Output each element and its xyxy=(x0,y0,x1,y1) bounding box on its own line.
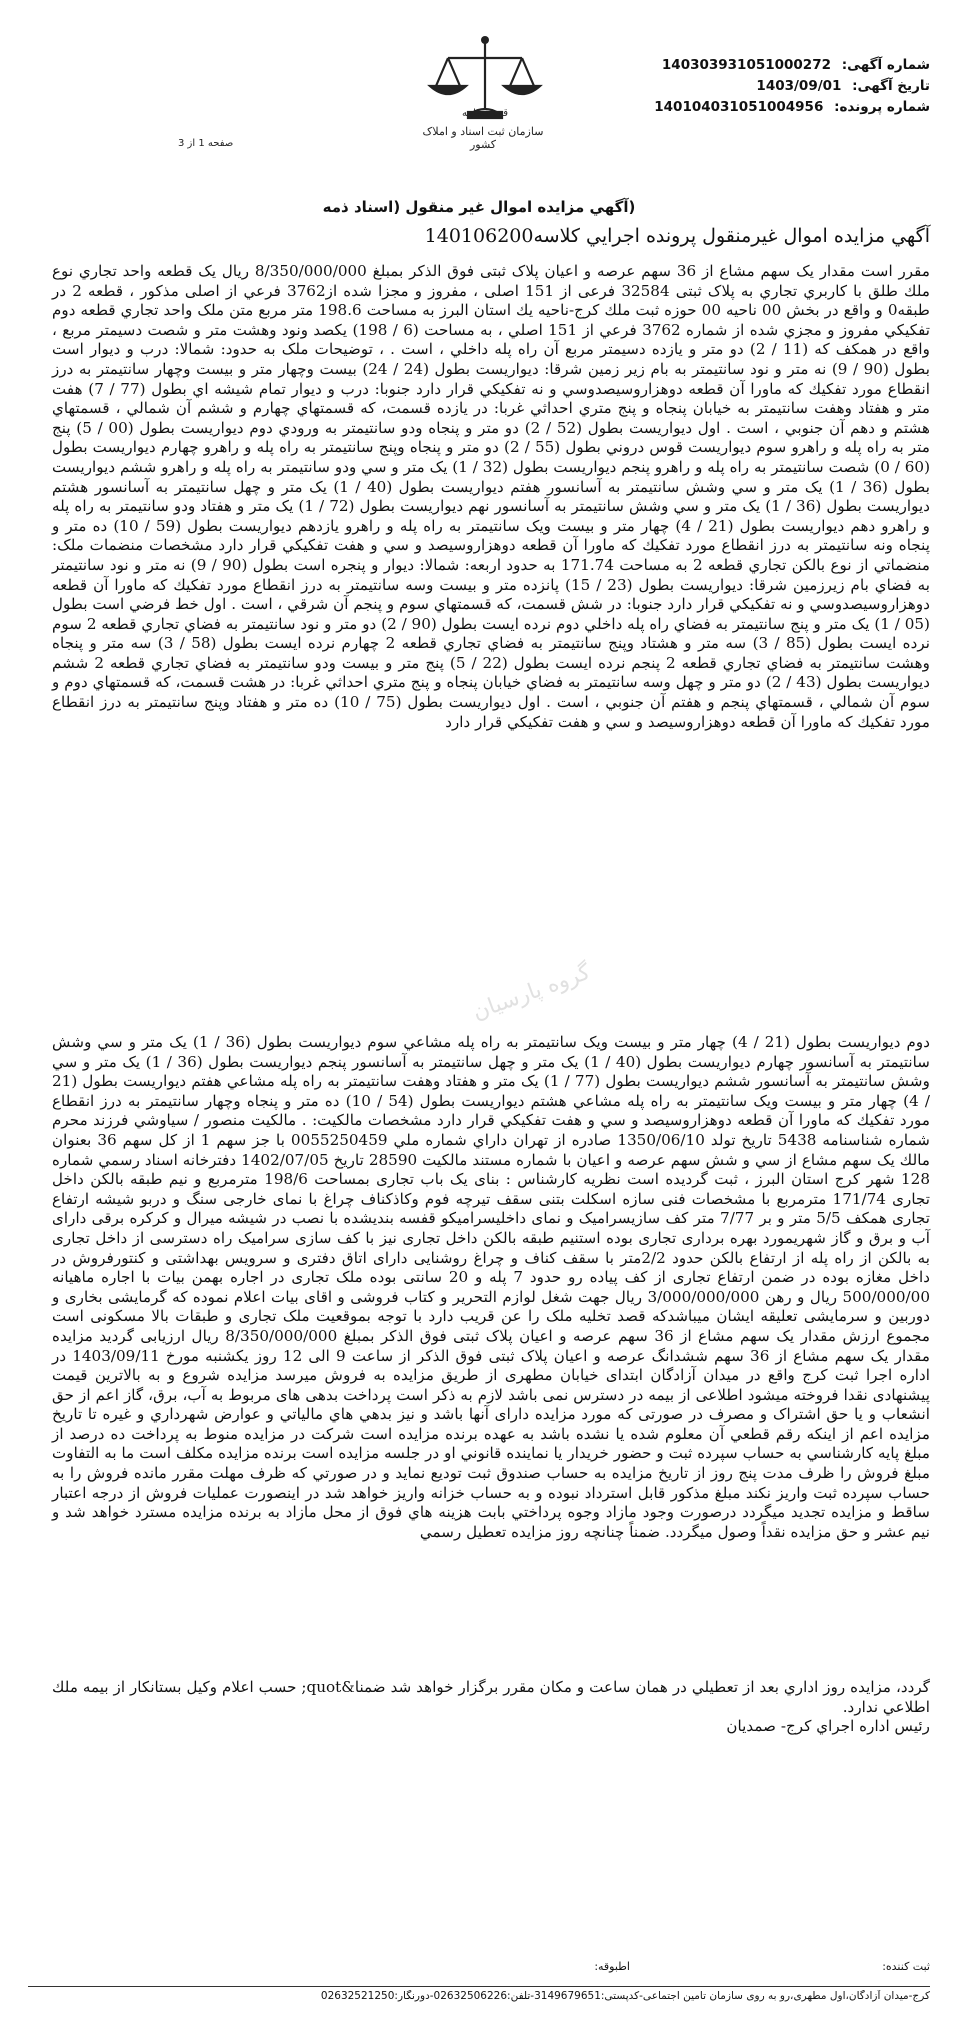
ad-number-label: شماره آگهی: xyxy=(841,57,930,73)
register-label: ثبت کننده: xyxy=(882,1960,930,1973)
check-label: اطبوقه: xyxy=(594,1960,630,1973)
notice-title: (آگهي مزايده اموال غير منقول (اسناد ذمه xyxy=(322,198,636,216)
ad-number: 140303931051000272 xyxy=(661,57,831,73)
case-number-row xyxy=(600,97,930,118)
ad-number-row xyxy=(600,55,930,76)
notice-paragraph-1: مقرر است مقدار یک سهم مشاع از 36 سهم عرصه و اعیان پلاک ثبتی فوق الذکر بمبلغ 8/350/000/000 ریال یک قطعه واحد تجاري نوع ملك طلق با كاربري تجاري به پلاک ثبتی 32584 فرعی از 151 اصلی ، مفروز و مجزا شده از3762 فرعي از اصلی مذکور ، قطعه 2 در طبقه0 و واقع در بخش 00 ناحيه 00 حوزه ثبت ملك كرج-ناحيه يك استان البرز به مساحت 198.6 متر مربع متن ملک واحد تجاري قطعه دوم تفكيكي مفروز و مجزي شده از شماره 3762 فرعي از 151 اصلي ، به مساحت (6 / 198) يكصد ونود وهشت متر و شصت دسيمتر مربع ، واقع در همكف كه (11 / 2) دو متر و يازده دسيمتر مربع آن راه پله داخلي ، است . ، توضيحات ملک به حدود: شمالا: درب و ديوار است بطول (90 / 9) نه متر و نود سانتيمتر به بام زير زمين شرقا: ديواريست بطول (24 / 24) بيست وچهار متر و بيست وچهار سانتيمتر به درز انقطاع مورد تفكيك كه ماورا آن قطعه دوهزاروسيصدوسي و نه تفكيكي قرار دارد جنوبا: درب و ديوار تمام شيشه اي بطول (77 / 7) هفت متر و هفتاد وهفت سانتيمتر به خيابان پنجاه و پنج متري احداثي غربا: در يازده قسمت، كه قسمتهاي چهارم و ششم آن شمالي ، قسمتهاي هشتم و دهم آن جنوبي ، است . اول ديواريست بطول (52 / 2) دو متر و پنجاه ودو سانتيمتر به ورودي دوم ديواريست بطول (00 / 5) پنج متر به راه پله و راهرو سوم ديواريست قوس دروني بطول (55 / 2) دو متر و پنجاه وپنج سانتيمتر به راه پله و راهرو چهارم ديواريست بطول (60 / 0) شصت سانتيمتر به راه پله و راهرو پنجم ديواريست بطول (32 / 1) يک متر و سي ودو سانتيمتر به راه پله و راهرو ششم ديواريست بطول (36 / 1) يک متر و سي وشش سانتيمتر به آسانسور هفتم ديواريست بطول (40 / 1) يک متر و چهل سانتيمتر به آسانسور هشتم ديواريست بطول (36 / 1) يک متر و سي وشش سانتيمتر به آسانسور نهم ديواريست بطول (72 / 1) يک متر و هفتاد ودو سانتيمتر به راه پله و راهرو دهم ديواريست بطول (21 / 4) چهار متر و بيست ويک سانتيمتر به راه پله و راهرو يازدهم ديواريست بطول (59 / 10) ده متر و پنجاه ونه سانتيمتر به درز انقطاع مورد تفكيك كه ماورا آن قطعه دوهزاروسيصد و سي و هفت تفكيكي قرار دارد مشخصات منضمات ملک: منضماتي از نوع بالكن تجاري قطعه 2 به مساحت 171.74 به حدود اربعه: شمالا: ديوار و پنجره است بطول (90 / 9) نه متر و نود سانتيمتر به فضاي بام زيرزمين شرقا: ديواريست بطول (23 / 15) پانزده متر و بيست وسه سانتيمتر به درز انقطاع مورد تفكيك كه ماورا آن قطعه دوهزاروسيصدوسي و نه تفكيكي قرار دارد جنوبا: در شش قسمت، كه قسمتهاي سوم و پنجم آن شرقي ، است . اول خط فرضي است بطول (05 / 1) يک متر و پنج سانتيمتر به فضاي راه پله داخلي دوم نرده ايست بطول (90 / 2) دو متر و نود سانتيمتر به فضاي تجاري قطعه 2 سوم نرده ايست بطول (85 / 3) سه متر و هشتاد وپنج سانتيمتر به فضاي تجاري قطعه 2 چهارم نرده ايست بطول (58 / 3) سه متر و پنجاه وهشت سانتيمتر به فضاي تجاري قطعه 2 پنجم نرده ايست بطول (22 / 5) پنج متر و بيست ودو سانتيمتر به فضاي تجاري قطعه 2 ششم ديواريست بطول (43 / 2) دو متر و چهل وسه سانتيمتر به فضاي خيابان پنجاه و پنج متري احداثي غربا: در هشت قسمت، كه قسمتهاي دوم و سوم آن شمالي ، قسمتهاي پنجم و هفتم آن جنوبي ، است . اول ديواريست بطول (75 / 10) ده متر و هفتاد وپنج سانتيمتر به درز انقطاع مورد تفكيك كه ماورا آن قطعه دوهزاروسيصد و سي و هفت تفكيكي قرار دارد xyxy=(52,262,931,731)
footer-address: کرج-میدان آزادگان،اول مطهری،رو به روی سازمان تامین اجتماعی-کدپستی:3149679651-تلفن:02632506226-دورنگار:02632521250 xyxy=(320,1990,930,2002)
ad-metadata xyxy=(600,55,930,118)
closing-text: گردد، مزايده روز اداري بعد از تعطيلي در همان ساعت و مكان مقرر برگزار خواهد شد ضمنا&quot; حسب اعلام وكيل بستانكار از بيمه ملك اطلاعي ندارد. xyxy=(52,1678,931,1716)
ad-date-label: تاریخ آگهی: xyxy=(852,78,930,94)
notice-subtitle: آگهي مزايده اموال غيرمنقول پرونده اجرايي كلاسه140106200 xyxy=(424,225,930,247)
page-indicator: صفحه 1 از 3 xyxy=(178,138,234,149)
ad-date: 1403/09/01 xyxy=(756,78,842,94)
notice-paragraph-3 xyxy=(52,1678,930,1737)
logo-caption-judiciary: قوه قضاییه xyxy=(461,108,509,119)
footer-divider xyxy=(28,1986,930,1987)
ad-date-row xyxy=(600,76,930,97)
notice-paragraph-2: دوم ديواريست بطول (21 / 4) چهار متر و بيست ويک سانتيمتر به راه پله مشاعي سوم ديواريست بطول (36 / 1) يک متر و سي وشش سانتيمتر به آسانسور چهارم ديواريست بطول (40 / 1) يک متر و چهل سانتيمتر به آسانسور پنجم ديواريست بطول (36 / 1) يک متر و سي وشش سانتيمتر به آسانسور ششم ديواريست بطول (77 / 1) يک متر و هفتاد وهفت سانتيمتر به راه پله مشاعي هفتم ديواريست بطول (21 / 4) چهار متر و بيست ويک سانتيمتر به راه پله مشاعي هشتم ديواريست بطول (54 / 10) ده متر و پنجاه وچهار سانتيمتر به درز انقطاع مورد تفكيك كه ماورا آن قطعه دوهزاروسيصد و سي و هفت تفكيكي قرار دارد مشخصات مالكيت: . مالكيت منصور / سياوشي فرزند محرم شماره شناسنامه 5438 تاريخ تولد 1350/06/10 صادره از تهران داراي شماره ملي 0055250459 با جز سهم 1 از کل سهم 36 بعنوان مالك يک سهم مشاع از سي و شش سهم عرصه و اعيان با شماره مستند مالكيت 28590 تاريخ 1402/07/05 دفترخانه اسناد رسمي شماره 128 شهر كرج استان البرز ، ثبت گرديده است نظريه کارشناس : بنای یک باب تجاری بمساحت 198/6 مترمربع و نیم طبقه بالکن داخل تجاری 171/74 مترمربع با مشخصات فنی سازه اسکلت بتنی سقف تیرچه فوم وکاذکناف چراغ با نمای خارجی سنگ و دربو شیشه ارتفاع تجاری همکف 5/5 متر و بر 7/77 متر کف سازیسرامیک و نمای داخلیسرامیکو قفسه بندیشده با نصب در شیشه میرال و کرکره برقی دارای آب و برق و گاز شهریمورد بهره برداری تجاری بوده استنیم طبقه بالکن داخل تجاری نیز با کف سازی سرامیک راه دسترسی از داخل تجاری به بالکن از راه پله از ارتفاع بالکن حدود 2/2متر با سقف کناف و چراغ روشنایی دارای اتاق دفتری و سرویس بهداشتی و کنتورفروش در داخل مغازه بوده در ضمن ارتفاع تجاری از کف پیاده رو حدود 7 پله و 20 سانتی بوده ملک تجاری در اجاره بهمن بیات با اجاره ماهیانه 500/000/00 ریال و رهن 3/000/000/000 ریال جهت شغل لوازم التحریر و کتاب فروشی و اقای بیات اعلام نموده که گرمایشی بخاری و دوربین و سرمایشی تعلیقه ایشان میباشدکه قصد تخلیه ملک را عن قریب دارد با توجه بموقعیت ملک تجاری و طبقات بالا مسکونی است مجموع ارزش مقدار یک سهم مشاع از 36 سهم عرصه و اعیان پلاک ثبتی فوق الذکر بمبلغ 8/350/000/000 ریال ارزیابی گردید مزایده مقدار یک سهم مشاع از 36 سهم ششدانگ عرصه و اعیان پلاک ثبتی فوق الذکر از ساعت 9 الی 12 روز یکشنبه مورخ 1403/09/11 در اداره اجرا ثبت کرج واقع در میدان آزادگان ابتدای خیابان مطهری از طریق مزایده به فروش میرسد مزایده شروع و به بالاترین قیمت پیشنهادی نقدا فروخته میشود اطلاعی از بیمه در دسترس نمی باشد لازم به ذکر است پرداخت بدهی های مربوط به آب، برق، گاز اعم از حق انشعاب و یا حق اشتراک و مصرف در صورتی که مورد مزایده دارای آنها باشد و نیز بدهي هاي مالياتي و عوارض شهرداري و غيره تا تاريخ مزايده اعم از اينکه رقم قطعي آن معلوم شده يا نشده باشد به عهده برنده مزايده است شرکت در مزايده منوط به پرداخت ده درصد از مبلغ پايه کارشناسي به حساب سپرده ثبت و حضور خريدار يا نماينده قانوني او در جلسه مزايده است برنده مزايده مکلف است ما به التفاوت مبلغ فروش را ظرف مدت پنج روز از تاريخ مزايده به حساب صندوق ثبت توديع نمايد و در صورتي كه ظرف مهلت مقرر مانده فروش را به حساب سپرده ثبت واريز نكند مبلغ مذكور قابل استرداد نبوده و به حساب خزانه واريز خواهد شد در اينصورت عمليات فروش از درجه اعتبار ساقط و مزايده تجديد ميگردد درصورت وجود مازاد وجوه پرداختي بابت هزينه هاي فوق از محل مازاد به برنده مزايده مسترد خواهد شد و نيم عشر و حق مزايده نقداً وصول ميگردد. ضمناً چنانچه روز مزايده تعطيل رسمي xyxy=(52,1033,930,1541)
watermark: گروه پارسیان xyxy=(469,959,594,1026)
signature: رئيس اداره اجراي كرج- صمديان xyxy=(726,1717,930,1736)
logo-caption-organization: سازمان ثبت اسناد و املاک کشور xyxy=(422,125,544,151)
case-number-label: شماره پرونده: xyxy=(834,99,930,115)
case-number: 140104031051004956 xyxy=(654,99,824,115)
